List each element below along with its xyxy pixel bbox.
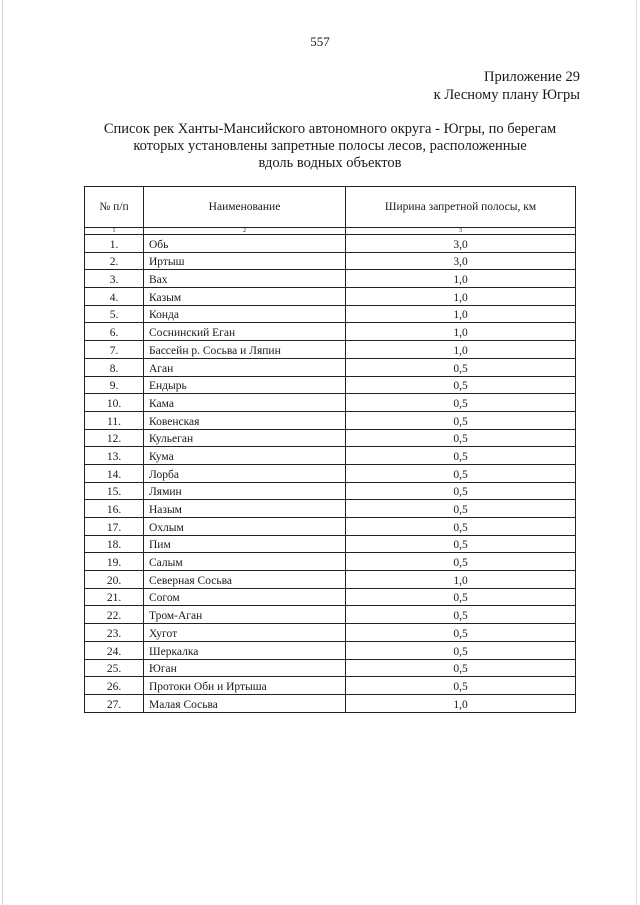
strip-width-cell: 0,5: [346, 535, 576, 553]
row-number-cell: 16.: [85, 500, 144, 518]
row-number-cell: 6.: [85, 323, 144, 341]
table-row: [85, 447, 576, 465]
strip-width-cell: 0,5: [346, 553, 576, 571]
rivers-table: [84, 186, 576, 713]
row-number-cell: 18.: [85, 535, 144, 553]
table-row: [85, 659, 576, 677]
row-number-cell: 20.: [85, 571, 144, 589]
strip-width-cell: 3,0: [346, 235, 576, 253]
river-name-cell: Обь: [144, 235, 346, 253]
row-number-cell: 22.: [85, 606, 144, 624]
row-number-cell: 17.: [85, 518, 144, 536]
strip-width-cell: 0,5: [346, 482, 576, 500]
river-name-cell: Назым: [144, 500, 346, 518]
row-number-cell: 2.: [85, 252, 144, 270]
river-name-cell: Ковенская: [144, 411, 346, 429]
table-row: [85, 429, 576, 447]
table-row: [85, 535, 576, 553]
table-row: [85, 323, 576, 341]
strip-width-cell: 1,0: [346, 270, 576, 288]
row-number-cell: 27.: [85, 694, 144, 712]
scan-edge-right: [636, 0, 637, 905]
row-number-cell: 23.: [85, 624, 144, 642]
strip-width-cell: 0,5: [346, 429, 576, 447]
table-row: [85, 252, 576, 270]
strip-width-cell: 0,5: [346, 677, 576, 695]
table-row: [85, 305, 576, 323]
appendix-line-1: Приложение 29: [484, 69, 580, 85]
river-name-cell: Кама: [144, 394, 346, 412]
river-name-cell: Шеркалка: [144, 641, 346, 659]
strip-width-cell: 0,5: [346, 588, 576, 606]
row-number-cell: 21.: [85, 588, 144, 606]
title-line-3: вдоль водных объектов: [258, 155, 402, 171]
page-number: 557: [310, 34, 330, 49]
strip-width-cell: 1,0: [346, 694, 576, 712]
strip-width-cell: 0,5: [346, 659, 576, 677]
river-name-cell: Юган: [144, 659, 346, 677]
row-number-cell: 26.: [85, 677, 144, 695]
river-name-cell: Иртыш: [144, 252, 346, 270]
river-name-cell: Северная Сосьва: [144, 571, 346, 589]
table-row: [85, 571, 576, 589]
row-number-cell: 12.: [85, 429, 144, 447]
strip-width-cell: 1,0: [346, 323, 576, 341]
header-number: № п/п: [85, 187, 144, 228]
river-name-cell: Согом: [144, 588, 346, 606]
river-name-cell: Протоки Оби и Иртыша: [144, 677, 346, 695]
table-row: [85, 341, 576, 359]
table-row: [85, 606, 576, 624]
appendix-line-2: к Лесному плану Югры: [433, 87, 580, 103]
column-number-3: 3: [346, 228, 576, 235]
column-number-1: 1: [85, 228, 144, 235]
document-title: [80, 121, 580, 172]
river-name-cell: Конда: [144, 305, 346, 323]
strip-width-cell: 1,0: [346, 288, 576, 306]
river-name-cell: Ендырь: [144, 376, 346, 394]
river-name-cell: Аган: [144, 358, 346, 376]
river-name-cell: Лорба: [144, 464, 346, 482]
river-name-cell: Салым: [144, 553, 346, 571]
table-row: [85, 358, 576, 376]
river-name-cell: Пим: [144, 535, 346, 553]
river-name-cell: Бассейн р. Сосьва и Ляпин: [144, 341, 346, 359]
river-name-cell: Соснинский Еган: [144, 323, 346, 341]
table-row: [85, 553, 576, 571]
river-name-cell: Кульеган: [144, 429, 346, 447]
table-row: [85, 235, 576, 253]
column-number-row: [85, 228, 576, 235]
river-name-cell: Вах: [144, 270, 346, 288]
table-row: [85, 624, 576, 642]
scan-edge-left: [2, 0, 3, 905]
row-number-cell: 8.: [85, 358, 144, 376]
table-row: [85, 500, 576, 518]
river-name-cell: Кума: [144, 447, 346, 465]
table-row: [85, 394, 576, 412]
strip-width-cell: 0,5: [346, 411, 576, 429]
river-name-cell: Охлым: [144, 518, 346, 536]
column-number-2: 2: [144, 228, 346, 235]
strip-width-cell: 0,5: [346, 624, 576, 642]
table-row: [85, 376, 576, 394]
table-header-row: [85, 187, 576, 228]
header-name: Наименование: [144, 187, 346, 228]
river-name-cell: Тром-Аган: [144, 606, 346, 624]
strip-width-cell: 0,5: [346, 464, 576, 482]
title-line-2: которых установлены запретные полосы лесов, расположенные: [133, 138, 527, 154]
strip-width-cell: 1,0: [346, 341, 576, 359]
row-number-cell: 7.: [85, 341, 144, 359]
row-number-cell: 1.: [85, 235, 144, 253]
row-number-cell: 24.: [85, 641, 144, 659]
table-row: [85, 677, 576, 695]
table-row: [85, 694, 576, 712]
header-width: Ширина запретной полосы, км: [346, 187, 576, 228]
table-row: [85, 482, 576, 500]
strip-width-cell: 0,5: [346, 500, 576, 518]
river-name-cell: Хугот: [144, 624, 346, 642]
table-row: [85, 288, 576, 306]
table-row: [85, 464, 576, 482]
strip-width-cell: 3,0: [346, 252, 576, 270]
table-row: [85, 270, 576, 288]
river-name-cell: Казым: [144, 288, 346, 306]
river-name-cell: Лямин: [144, 482, 346, 500]
row-number-cell: 13.: [85, 447, 144, 465]
strip-width-cell: 0,5: [346, 358, 576, 376]
strip-width-cell: 0,5: [346, 376, 576, 394]
strip-width-cell: 0,5: [346, 394, 576, 412]
row-number-cell: 9.: [85, 376, 144, 394]
row-number-cell: 3.: [85, 270, 144, 288]
strip-width-cell: 1,0: [346, 305, 576, 323]
strip-width-cell: 0,5: [346, 606, 576, 624]
table-row: [85, 411, 576, 429]
title-line-1: Список рек Ханты-Мансийского автономного округа - Югры, по берегам: [103, 121, 557, 137]
row-number-cell: 15.: [85, 482, 144, 500]
row-number-cell: 10.: [85, 394, 144, 412]
river-name-cell: Малая Сосьва: [144, 694, 346, 712]
table-row: [85, 641, 576, 659]
strip-width-cell: 0,5: [346, 447, 576, 465]
row-number-cell: 11.: [85, 411, 144, 429]
appendix-reference: [434, 68, 580, 104]
table-row: [85, 588, 576, 606]
row-number-cell: 5.: [85, 305, 144, 323]
strip-width-cell: 1,0: [346, 571, 576, 589]
row-number-cell: 25.: [85, 659, 144, 677]
row-number-cell: 14.: [85, 464, 144, 482]
strip-width-cell: 0,5: [346, 641, 576, 659]
row-number-cell: 4.: [85, 288, 144, 306]
row-number-cell: 19.: [85, 553, 144, 571]
table-row: [85, 518, 576, 536]
strip-width-cell: 0,5: [346, 518, 576, 536]
